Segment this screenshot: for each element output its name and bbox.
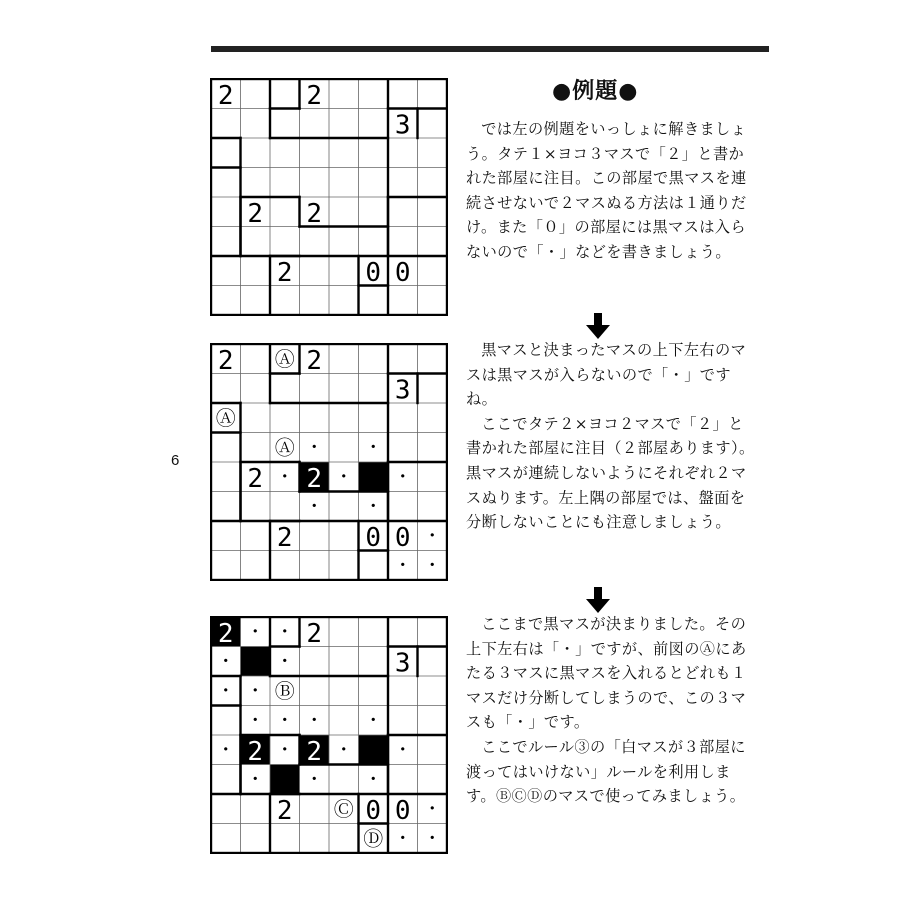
dot-mark: ・ — [275, 710, 294, 732]
dot-mark: ・ — [216, 739, 235, 761]
puzzle-1-svg — [210, 78, 448, 316]
dot-mark: ・ — [393, 828, 412, 850]
label-mark: Ⓐ — [215, 405, 236, 430]
clue-number: 2 — [306, 198, 323, 229]
black-cell — [359, 462, 389, 492]
dot-mark: ・ — [334, 466, 353, 488]
clue-number: 0 — [365, 257, 382, 288]
clue-number: 2 — [247, 736, 264, 767]
explanation-2-p2: ここでタテ２×ヨコ２マスで「２」と書かれた部屋に注目（２部屋あります）。黒マスが連続しないようにそれぞれ２マスぬります。左上隅の部屋では、盤面を分断しないことにも注意しましょう。 — [466, 414, 755, 532]
dot-mark: ・ — [216, 680, 235, 702]
down-arrow-icon — [586, 587, 610, 613]
clue-number: 2 — [217, 80, 234, 111]
down-arrow-icon — [586, 313, 610, 339]
dot-mark: ・ — [364, 437, 383, 459]
dot-mark: ・ — [393, 739, 412, 761]
page-number: 6 — [171, 452, 180, 469]
dot-mark: ・ — [305, 769, 324, 791]
label-mark: Ⓓ — [363, 826, 384, 851]
black-cell — [359, 735, 389, 765]
dot-mark: ・ — [364, 710, 383, 732]
explanation-3-p2: ここでルール③の「白マスが３部屋に渡ってはいけない」ルールを利用します。ⒷⒸⒹのマスで使ってみましょう。 — [466, 737, 746, 806]
dot-mark: ・ — [275, 651, 294, 673]
dot-mark: ・ — [246, 710, 265, 732]
label-mark: Ⓒ — [333, 796, 354, 821]
dot-mark: ・ — [393, 466, 412, 488]
explanation-1-text: では左の例題をいっしょに解きましょう。タテ１×ヨコ３マスで「２」と書かれた部屋に注目。この部屋で黒マスを連続させないで２マスぬる方法は１通りだけ。また「０」の部屋には黒マスは入らないので「・」などを書きましょう。 — [466, 120, 747, 261]
clue-number: 0 — [394, 257, 411, 288]
dot-mark: ・ — [305, 710, 324, 732]
puzzle-grid-2 — [210, 343, 448, 581]
clue-number: 2 — [306, 618, 323, 649]
black-cell — [270, 765, 300, 795]
puzzle-2-svg — [210, 343, 448, 581]
clue-number: 0 — [394, 795, 411, 826]
label-mark: Ⓐ — [274, 346, 295, 371]
dot-mark: ・ — [334, 739, 353, 761]
dot-mark: ・ — [364, 496, 383, 518]
dot-mark: ・ — [246, 769, 265, 791]
clue-number: 2 — [247, 198, 264, 229]
explanation-3-p1: ここまで黒マスが決まりました。その上下左右は「・」ですが、前図のⒶにあたる３マスに黒マスを入れるとどれも１マスだけ分断してしまうので、この３マスも「・」です。 — [466, 615, 747, 732]
clue-number: 3 — [394, 110, 411, 141]
explanation-2-p1: 黒マスと決まったマスの上下左右のマスは黒マスが入らないので「・」ですね。 — [466, 341, 747, 409]
dot-mark: ・ — [246, 621, 265, 643]
clue-number: 2 — [306, 345, 323, 376]
dot-mark: ・ — [423, 828, 442, 850]
clue-number: 3 — [394, 648, 411, 679]
clue-number: 2 — [217, 345, 234, 376]
explanation-2 — [466, 338, 758, 535]
label-mark: Ⓑ — [274, 678, 295, 703]
dot-mark: ・ — [275, 466, 294, 488]
puzzle-3-svg — [210, 616, 448, 854]
puzzle-grid-3 — [210, 616, 448, 854]
clue-number: 2 — [276, 257, 293, 288]
dot-mark: ・ — [275, 621, 294, 643]
clue-number: 2 — [306, 736, 323, 767]
clue-number: 2 — [306, 463, 323, 494]
dot-mark: ・ — [305, 496, 324, 518]
dot-mark: ・ — [216, 651, 235, 673]
heading-example: ●例題● — [552, 79, 639, 104]
dot-mark: ・ — [305, 437, 324, 459]
clue-number: 2 — [306, 80, 323, 111]
puzzle-grid-1 — [210, 78, 448, 316]
dot-mark: ・ — [393, 555, 412, 577]
label-mark: Ⓐ — [274, 435, 295, 460]
top-rule — [211, 46, 769, 52]
clue-number: 2 — [247, 463, 264, 494]
clue-number: 3 — [394, 375, 411, 406]
dot-mark: ・ — [423, 525, 442, 547]
clue-number: 2 — [217, 618, 234, 649]
dot-mark: ・ — [423, 555, 442, 577]
dot-mark: ・ — [364, 769, 383, 791]
clue-number: 0 — [365, 795, 382, 826]
clue-number: 0 — [365, 522, 382, 553]
explanation-3 — [466, 612, 758, 809]
clue-number: 2 — [276, 795, 293, 826]
dot-mark: ・ — [275, 739, 294, 761]
black-cell — [241, 647, 271, 677]
dot-mark: ・ — [423, 798, 442, 820]
clue-number: 0 — [394, 522, 411, 553]
dot-mark: ・ — [246, 680, 265, 702]
explanation-1 — [466, 117, 758, 265]
clue-number: 2 — [276, 522, 293, 553]
